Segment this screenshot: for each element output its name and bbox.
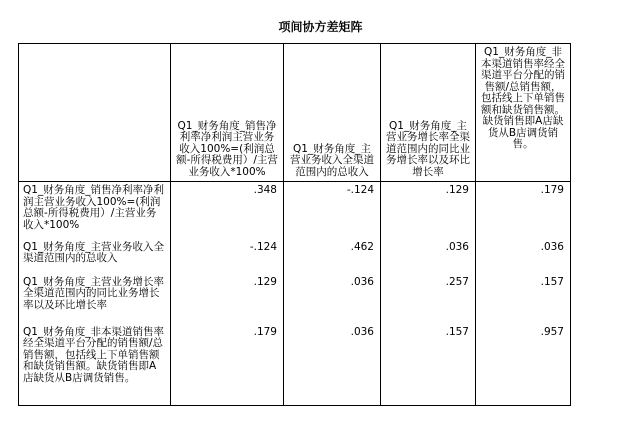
column-header: Q1_财务角度_非本渠道销售率经全渠道平台分配的销售额/总销售额，包括线上下单销售额和缺货销售额。缺货销售即A店缺货从B店调货销售。 [476,44,571,182]
cell-value: .036 [476,239,571,274]
table-row [19,182,571,239]
cell-value: .036 [381,239,476,274]
cell-value: .957 [476,324,571,406]
cell-value: .036 [284,274,381,324]
cell-value: .348 [171,182,284,239]
column-header: Q1_财务角度_主营业务增长率全渠道范围内的同比业务增长率以及环比增长率 [381,44,476,182]
cell-value: -.124 [284,182,381,239]
table-row [19,239,571,274]
cell-value: .257 [381,274,476,324]
table-title: 项间协方差矩阵 [278,20,363,34]
cell-value: -.124 [171,239,284,274]
table-row [19,324,571,406]
row-header: Q1_财务角度_销售净利率净利润主营业务收入100%=(利润总额-所得税费用）/主营业务收入*100% [19,182,171,239]
header-row [19,44,571,182]
column-header: Q1_财务角度_主营业务收入全渠道范围内的总收入 [284,44,381,182]
row-header: Q1_财务角度_主营业务收入全渠道范围内的总收入 [19,239,171,274]
covariance-matrix-table [18,43,571,406]
cell-value: .462 [284,239,381,274]
row-header: Q1_财务角度_主营业务增长率全渠道范围内的同比业务增长率以及环比增长率 [19,274,171,324]
cell-value: .036 [284,324,381,406]
table-row [19,274,571,324]
cell-value: .157 [381,324,476,406]
cell-value: .129 [381,182,476,239]
corner-cell [19,44,171,182]
row-header: Q1_财务角度_非本渠道销售率经全渠道平台分配的销售额/总销售额，包括线上下单销售额和缺货销售额。缺货销售即A店缺货从B店调货销售。 [19,324,171,406]
cell-value: .157 [476,274,571,324]
cell-value: .129 [171,274,284,324]
cell-value: .179 [476,182,571,239]
column-header: Q1_财务角度_销售净利率净利润主营业务收入100%=(利润总额-所得税费用）/主营业务收入*100% [171,44,284,182]
cell-value: .179 [171,324,284,406]
